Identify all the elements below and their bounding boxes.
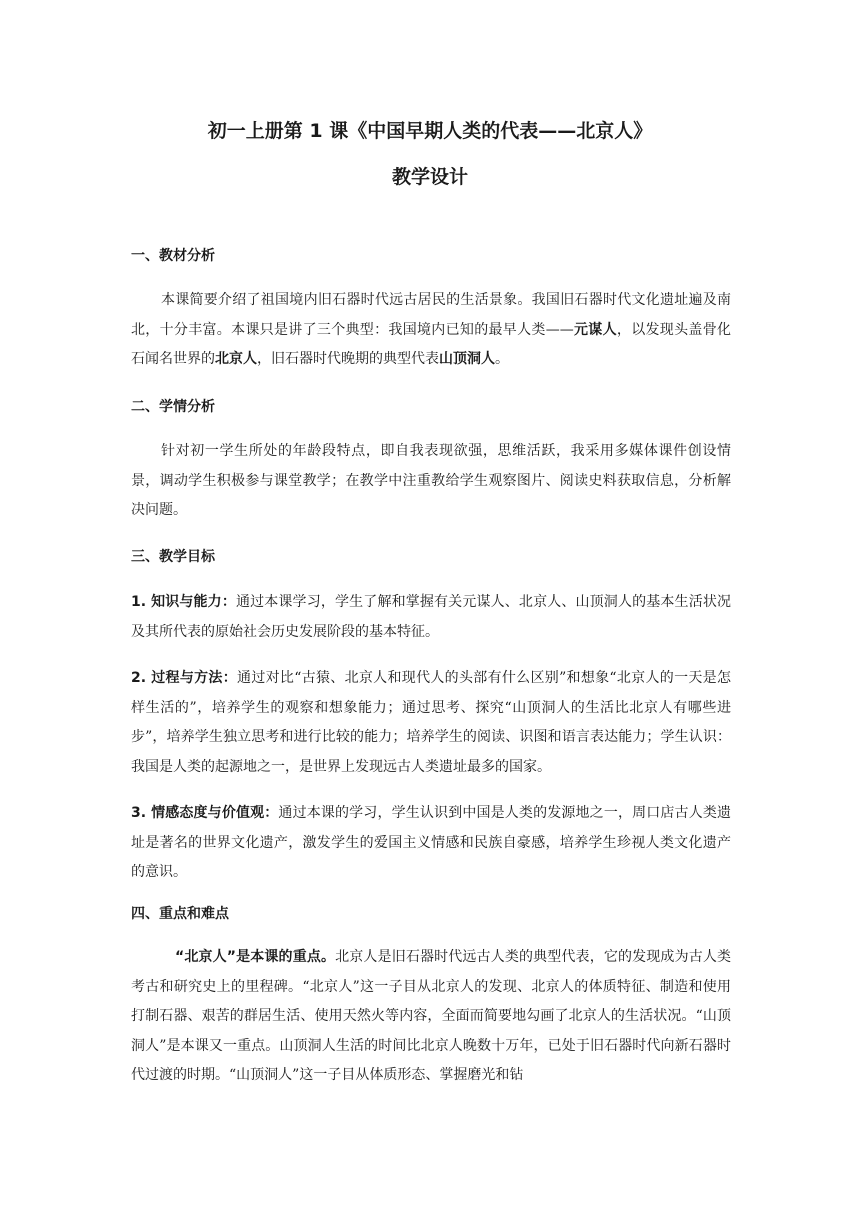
section-heading-textbook-analysis: 一、教材分析 [131,248,215,264]
section-paragraph-student-analysis: 针对初一学生所处的年龄段特点，即自我表现欲强，思维活跃，我采用多媒体课件创设情景，调动学生积极参与课堂教学；在教学中注重教给学生观察图片、阅读史料获取信息，分析解决问题。 [131,443,731,518]
objective-text: 通过本课的学习，学生认识到中国是人类的发源地之一，周口店古人类遗址是著名的世界文化遗产，激发学生的爱国主义情感和民族自豪感，培养学生珍视人类文化遗产的意识。 [131,805,732,880]
paragraph-text: 本课简要介绍了祖国境内旧石器时代远古居民的生活景象。我国旧石器时代文化遗址遍及南北，十分丰富。本课只是讲了三个典型：我国境内已知的最早人类—— [131,292,731,338]
document-title: 初一上册第 1 课《中国早期人类的代表——北京人》 [207,120,653,142]
objective-label: 3. 情感态度与价值观： [131,805,279,821]
section-heading-student-analysis: 二、学情分析 [131,399,215,415]
section-paragraph-key-points [131,943,731,1091]
paragraph-text: ，以发现头盖骨化石闻名世界的 [131,321,732,367]
emphasis-peking-man: 北京人 [215,351,257,367]
objective-text: 通过对比“古猿、北京人和现代人的头部有什么区别”和想象“北京人的一天是怎样生活的”，培养学生的观察和想象能力；通过思考、探究“山顶洞人的生活比北京人有哪些进步”，培养学生独立思考和进行比较的能力；培养学生的阅读、识图和语言表达能力；学生认识：我国是人类的起源地之一，是世界上发现远古人类遗址最多的国家。 [131,670,731,775]
objective-attitude-values [131,799,731,888]
section-paragraph-textbook-analysis [131,286,731,375]
paragraph-text: 北京人是旧石器时代远古人类的典型代表，它的发现成为古人类考古和研究史上的里程碑。“北京人”这一子目从北京人的发现、北京人的体质特征、制造和使用打制石器、艰苦的群居生活、使用天然火等内容，全面而简要地勾画了北京人的生活状况。“山顶洞人”是本课又一重点。山顶洞人生活的时间比北京人晚数十万年，已处于旧石器时代向新石器时代过渡的时期。“山顶洞人”这一子目从体质形态、掌握磨光和钻 [131,949,731,1083]
objective-process-method [131,664,731,782]
paragraph-text: ，旧石器时代晚期的典型代表 [257,351,439,367]
objective-text: 通过本课学习，学生了解和掌握有关元谋人、北京人、山顶洞人的基本生活状况及其所代表的原始社会历史发展阶段的基本特征。 [131,594,731,640]
objective-label: 1. 知识与能力： [131,594,236,610]
emphasis-yuanmou-man: 元谋人 [573,321,617,338]
section-heading-key-points: 四、重点和难点 [131,906,229,922]
document-subtitle: 教学设计 [391,166,468,188]
emphasis-upper-cave-man: 山顶洞人 [439,351,495,367]
objective-knowledge-ability [131,588,731,647]
emphasis-key-point-lead: “北京人”是本课的重点。 [175,949,336,965]
section-heading-teaching-objectives: 三、教学目标 [131,549,215,565]
paragraph-text: 。 [495,351,509,367]
objective-label: 2. 过程与方法： [131,670,238,686]
